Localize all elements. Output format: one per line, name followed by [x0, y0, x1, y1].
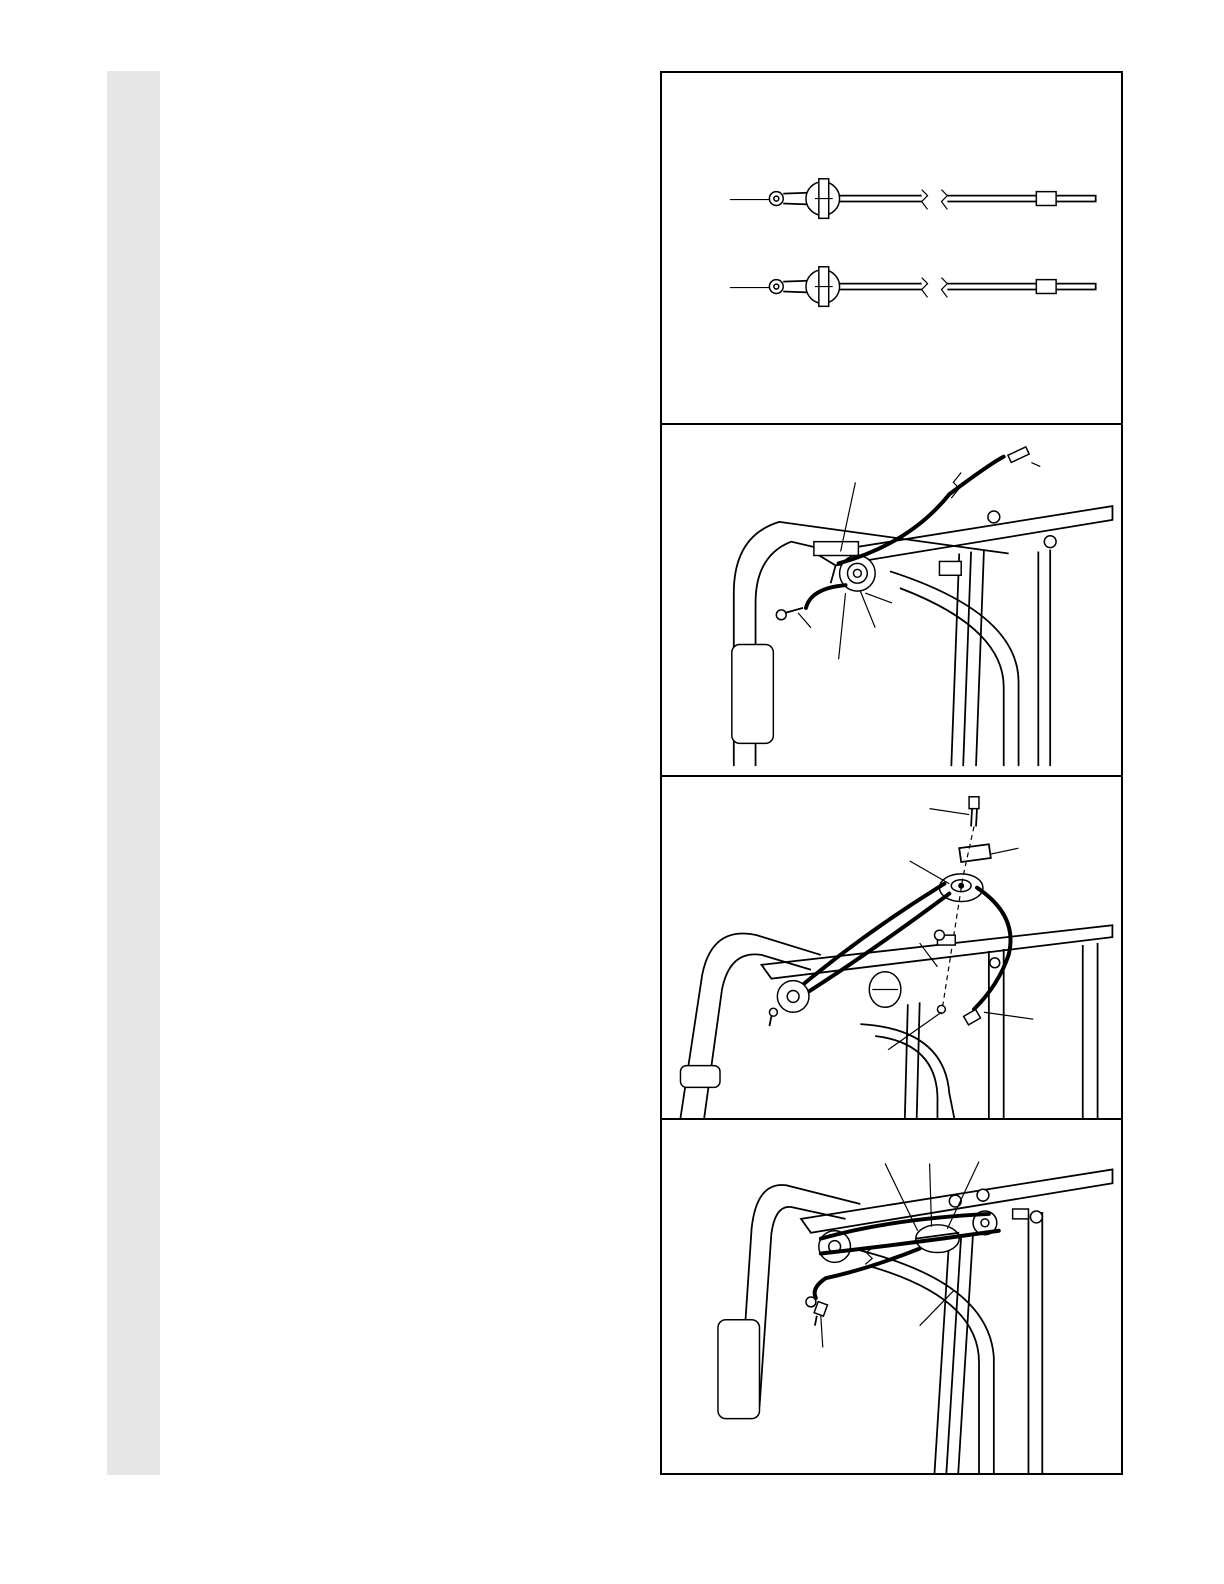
figure-3-bracket-exploded — [660, 775, 1123, 1120]
leader-line — [821, 1316, 823, 1348]
figure-1-cable-diagram — [660, 71, 1123, 425]
side-margin-strip — [107, 71, 160, 1475]
pulley-bracket-exploded-icon — [662, 777, 1121, 1118]
leader-line — [888, 1012, 941, 1050]
upper-pulley-assembly-icon — [662, 425, 1121, 775]
leader-line — [910, 861, 950, 884]
leader-line — [1031, 463, 1040, 467]
leader-line — [930, 809, 970, 815]
leader-line — [839, 593, 846, 659]
cable-lower — [730, 267, 1096, 307]
figure-4-cable-routing — [660, 1118, 1123, 1475]
cable-routing-final-icon — [662, 1120, 1121, 1473]
cable-diagram-icon — [662, 73, 1121, 423]
leader-line — [798, 613, 811, 628]
leader-line — [865, 593, 892, 603]
leader-line — [860, 591, 875, 628]
leader-line — [991, 848, 1019, 854]
figure-2-pulley-assembly — [660, 423, 1123, 777]
cable-upper — [730, 179, 1096, 219]
leader-line — [984, 1012, 1033, 1019]
